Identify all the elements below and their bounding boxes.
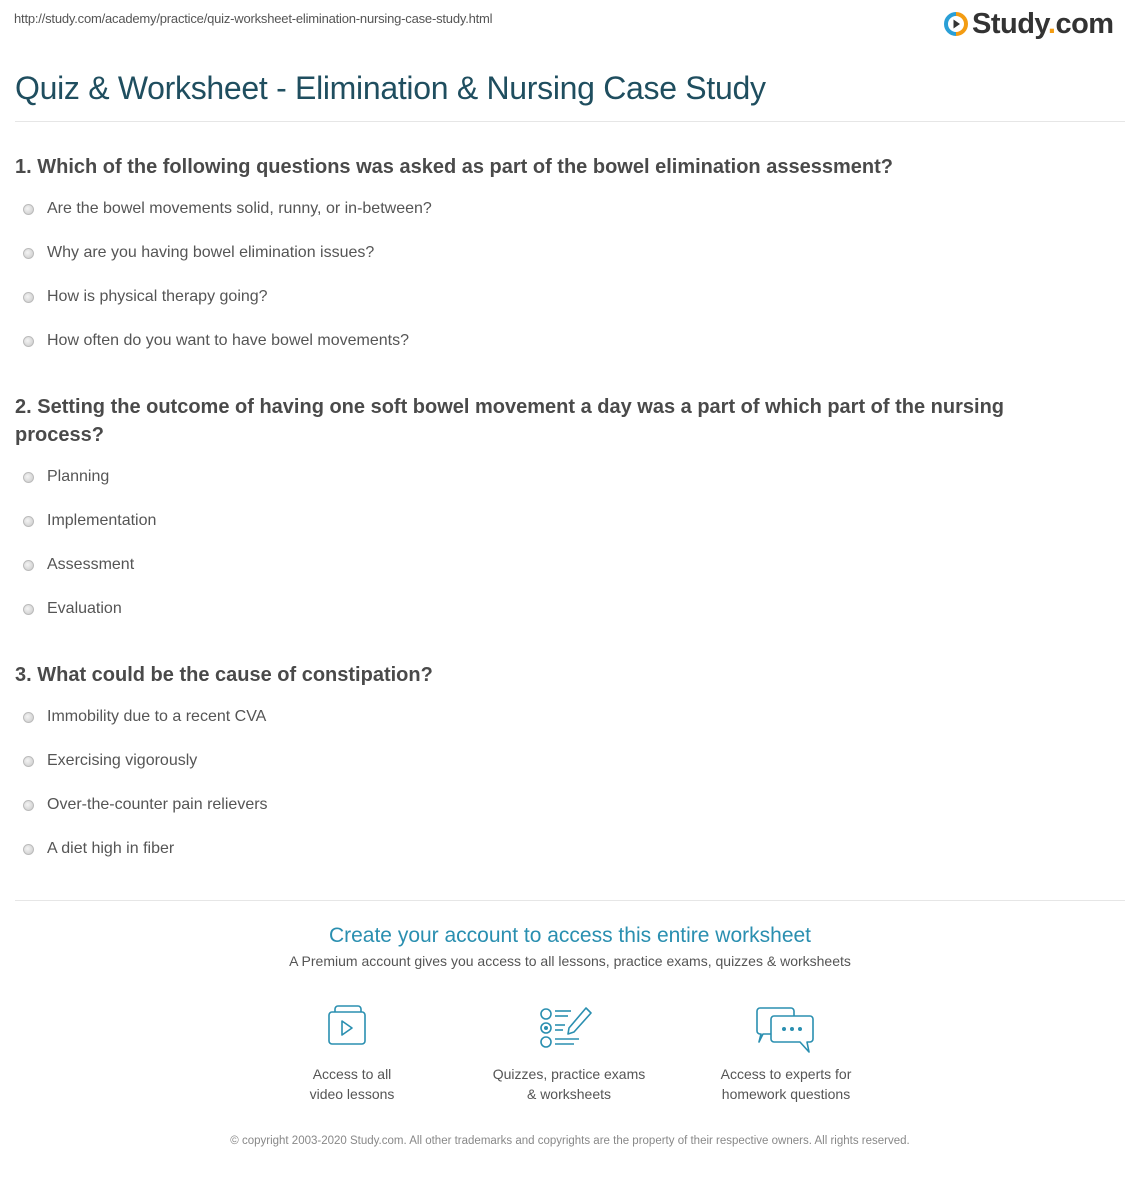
question-2: 2. Setting the outcome of having one soft bowel movement a day was a part of which part of the nursing process? — [15, 396, 1005, 446]
divider — [15, 900, 1125, 901]
radio-button[interactable] — [23, 560, 34, 571]
copyright-footer: © copyright 2003-2020 Study.com. All other trademarks and copyrights are the property of their respective owners. All rights reserved. — [230, 1135, 910, 1147]
radio-button[interactable] — [23, 336, 34, 347]
answer-option[interactable]: A diet high in fiber — [23, 840, 174, 858]
play-ring-icon — [944, 12, 968, 36]
video-lessons-icon — [317, 1004, 387, 1056]
radio-button[interactable] — [23, 712, 34, 723]
logo-text: Study.com — [972, 8, 1114, 40]
feature-video-lessons: Access to all video lessons — [252, 1004, 452, 1104]
radio-button[interactable] — [23, 844, 34, 855]
answer-option[interactable]: How is physical therapy going? — [23, 288, 268, 306]
answer-option[interactable]: Why are you having bowel elimination issues? — [23, 244, 374, 262]
answer-option[interactable]: Assessment — [23, 556, 134, 574]
radio-button[interactable] — [23, 800, 34, 811]
radio-button[interactable] — [23, 756, 34, 767]
answer-option[interactable]: Immobility due to a recent CVA — [23, 708, 266, 726]
page-url: http://study.com/academy/practice/quiz-worksheet-elimination-nursing-case-study.html — [14, 11, 493, 26]
answer-option[interactable]: How often do you want to have bowel movements? — [23, 332, 409, 350]
radio-button[interactable] — [23, 204, 34, 215]
radio-button[interactable] — [23, 472, 34, 483]
cta-subtitle: A Premium account gives you access to all lessons, practice exams, quizzes & worksheets — [289, 953, 851, 969]
cta-title[interactable]: Create your account to access this entire worksheet — [328, 924, 812, 947]
question-3: 3. What could be the cause of constipation? — [15, 664, 433, 686]
chat-bubbles-icon — [751, 1004, 821, 1056]
answer-option[interactable]: Are the bowel movements solid, runny, or in-between? — [23, 200, 432, 218]
divider — [15, 121, 1125, 122]
study-logo[interactable] — [944, 8, 1114, 40]
quiz-checklist-icon — [534, 1004, 604, 1056]
question-1: 1. Which of the following questions was asked as part of the bowel elimination assessment? — [15, 156, 893, 178]
radio-button[interactable] — [23, 248, 34, 259]
answer-option[interactable]: Evaluation — [23, 600, 122, 618]
page-title: Quiz & Worksheet - Elimination & Nursing Case Study — [15, 70, 766, 106]
radio-button[interactable] — [23, 292, 34, 303]
feature-quizzes: Quizzes, practice exams & worksheets — [469, 1004, 669, 1104]
answer-option[interactable]: Implementation — [23, 512, 156, 530]
answer-option[interactable]: Exercising vigorously — [23, 752, 197, 770]
radio-button[interactable] — [23, 604, 34, 615]
answer-option[interactable]: Over-the-counter pain relievers — [23, 796, 268, 814]
answer-option[interactable]: Planning — [23, 468, 109, 486]
feature-experts: Access to experts for homework questions — [686, 1004, 886, 1104]
radio-button[interactable] — [23, 516, 34, 527]
